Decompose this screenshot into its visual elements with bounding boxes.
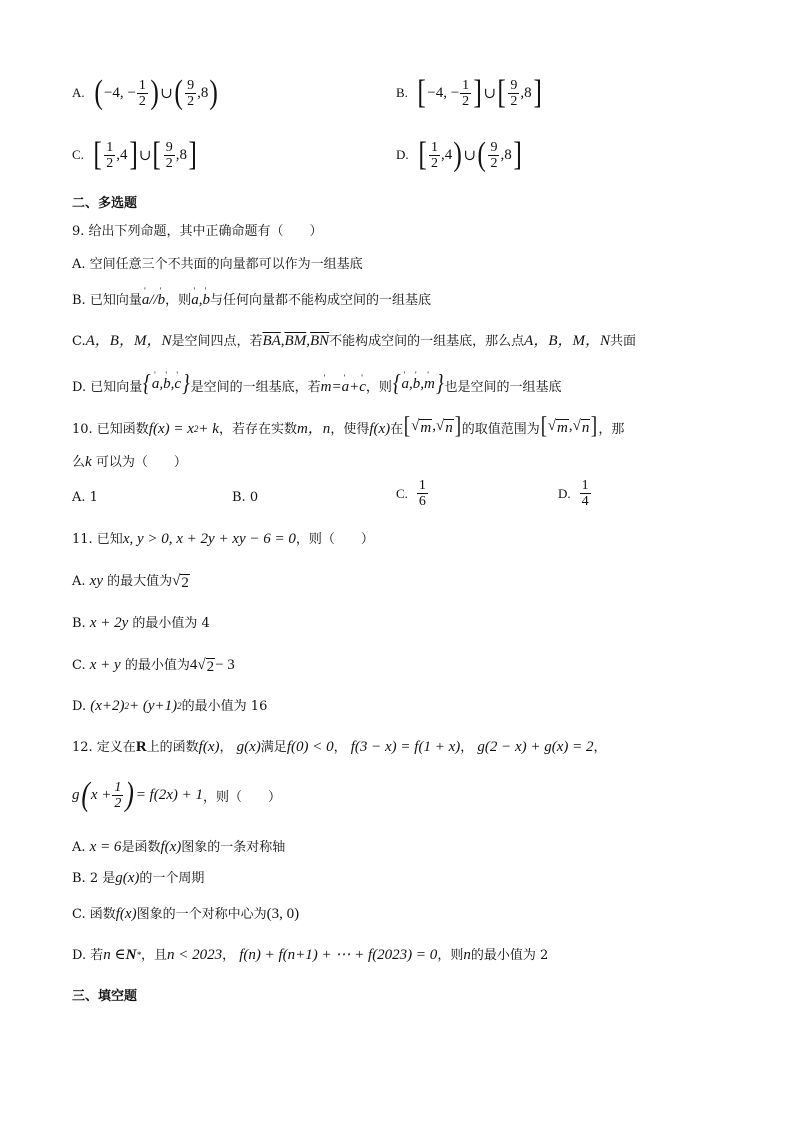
q12-option-d[interactable]: D. 若n ∈ N * ，且n < 2023， f(n) + f(n+1) + ⋯ + f(2023) = 0，则n的最小值为 2: [72, 947, 549, 963]
q11-option-b[interactable]: B. x + 2y 的最小值为 4: [72, 615, 210, 631]
q8-option-b[interactable]: B. [ −4, − $\frac{1}{2}$ ] ∪ [ $\frac{9}{2}$ ,8 ]: [396, 74, 542, 111]
q11-option-a[interactable]: A. xy 的最大值为 √ 2: [72, 573, 189, 591]
q9-stem: 9. 给出下列命题，其中正确命题有（ ）: [72, 224, 323, 239]
q9-option-a[interactable]: A. 空间任意三个不共面的向量都可以作为一组基底: [72, 257, 363, 272]
q8-c-expr: [ $\frac{1}{2}$ ,4 ] ∪ [ $\frac{9}{2}$ ,8 ]: [93, 136, 197, 173]
q8-option-d[interactable]: D. [ $\frac{1}{2}$ ,4 ) ∪ ( $\frac{9}{2}$ ,8 ]: [396, 136, 522, 173]
q8-d-expr: [ $\frac{1}{2}$ ,4 ) ∪ ( $\frac{9}{2}$ ,8 ]: [418, 136, 522, 173]
q8-b-expr: [ −4, − $\frac{1}{2}$ ] ∪ [ $\frac{9}{2}$ ,8 ]: [417, 74, 542, 111]
q11-stem: 11. 已知x, y > 0, x + 2y + xy − 6 = 0，则（ ）: [72, 531, 374, 547]
section-multiple-choice: 二、多选题: [72, 196, 138, 211]
q8-option-a[interactable]: A. ( −4, − $\frac{1}{2}$ ) ∪ ( $\frac{9}{2}$ ,8 ): [72, 74, 219, 111]
q9-option-c[interactable]: C.A，B，M，N是空间四点，若 $\overline{BA}$ , $\overline{BM}$ , $\overline{BN}$ 不能构成空间的一组基底，那么点A，B，M，N共面: [72, 333, 636, 349]
q10-option-a[interactable]: A. 1: [72, 490, 98, 505]
q11-option-d[interactable]: D. (x+2) 2 + (y+1) 2 的最小值为 16: [72, 698, 268, 714]
section-fill-in-blank: 三、填空题: [72, 989, 138, 1004]
q10-option-d[interactable]: D. $\frac{1}{4}$: [558, 478, 589, 509]
q10-option-c[interactable]: C. $\frac{1}{6}$: [396, 478, 426, 509]
q8-option-c[interactable]: C. [ $\frac{1}{2}$ ,4 ] ∪ [ $\frac{9}{2}$ ,8 ]: [72, 136, 197, 173]
q12-stem: 12. 定义在 R 上的函数f(x)， g(x)满足f(0) < 0， f(3 − x) = f(1 + x)， g(2 − x) + g(x) = 2，: [72, 739, 607, 755]
q9-option-b[interactable]: B. 已知向量 ' a // ' b ，则 ' a , ' b 与任何向量都不能构成空间的一组基底: [72, 290, 431, 311]
q11-option-c[interactable]: C. x + y 的最小值为4 √ 2 − 3: [72, 657, 235, 675]
q8-a-expr: ( −4, − $\frac{1}{2}$ ) ∪ ( $\frac{9}{2}$ ,8 ): [94, 74, 219, 111]
q12-option-c[interactable]: C. 函数f(x)图象的一个对称中心为(3, 0): [72, 906, 300, 922]
q10-option-b[interactable]: B. 0: [232, 490, 259, 505]
q12-stem-line2: g ( x + $\frac{1}{2}$ ) = f(2x) + 1 ，则（ ）: [72, 776, 282, 813]
q12-option-a[interactable]: A. x = 6是函数f(x)图象的一条对称轴: [72, 839, 286, 855]
q12-option-b[interactable]: B. 2 是g(x)的一个周期: [72, 870, 205, 886]
q9-option-d[interactable]: D. 已知向量 { ' a , ' b , ' c } 是空间的一组基底，若 ' m = ' a + ' c ，则 { ' a , ' b , ' m } 也是空间的一组基底: [72, 372, 562, 398]
q10-stem: 10. 已知函数f(x) = x 2 + k，若存在实数m，n，使得f(x)在 [ √ m , √ n ] 的取值范围为 [ √ m , √ n ] ，那: [72, 413, 625, 439]
q10-stem-line2: 么k 可以为（ ）: [72, 454, 187, 470]
